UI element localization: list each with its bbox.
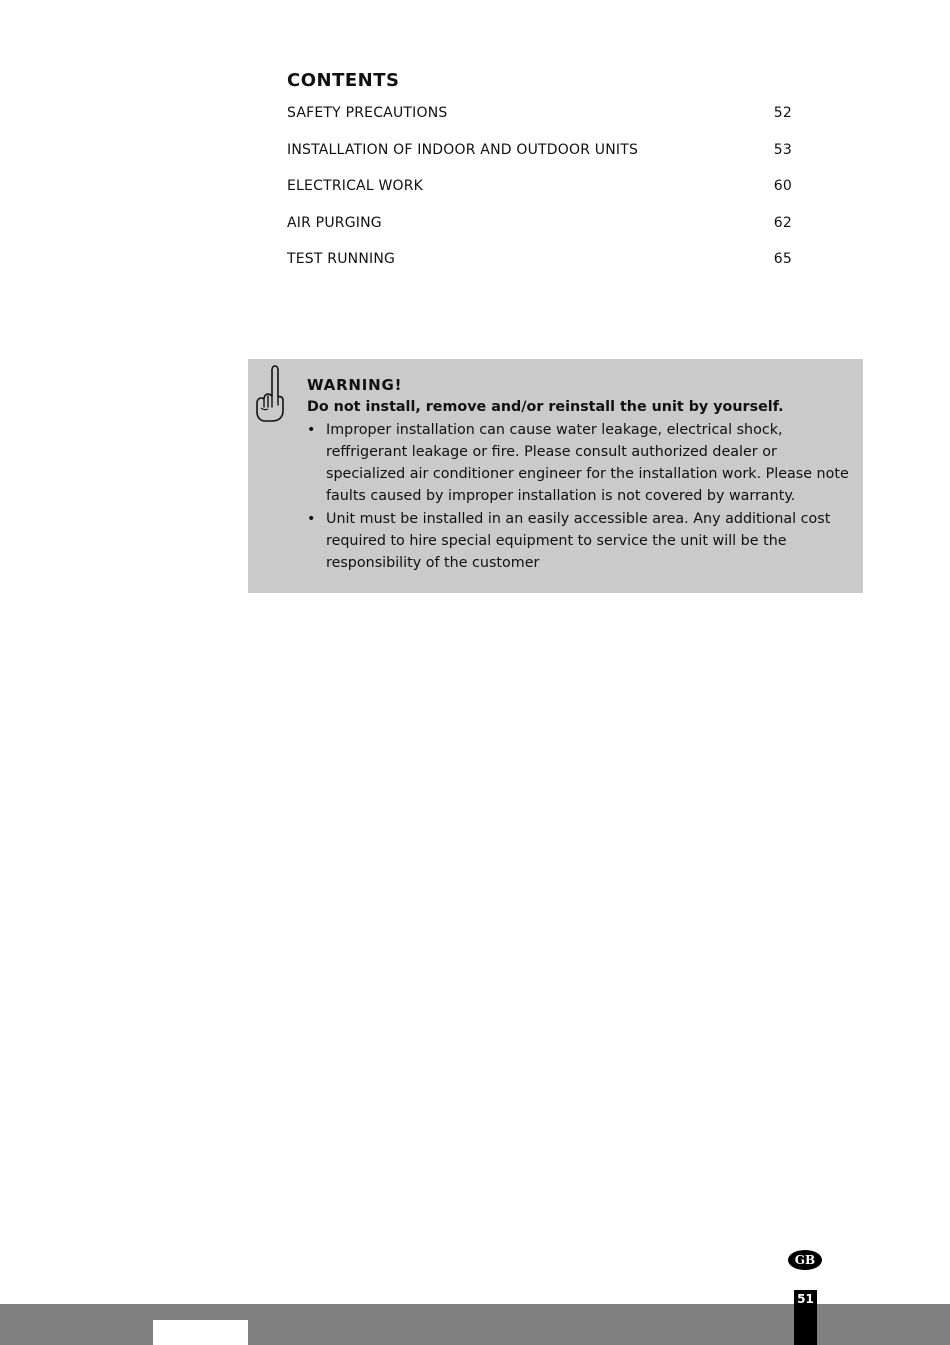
toc-entry-page: 60 [773, 178, 792, 194]
warning-list [307, 419, 857, 575]
toc-entry [287, 178, 792, 215]
contents-title: CONTENTS [287, 70, 400, 91]
country-badge: GB [788, 1250, 822, 1270]
warning-box [248, 359, 863, 593]
toc-entry-label: TEST RUNNING [287, 251, 396, 267]
toc-entry [287, 105, 792, 142]
toc-entry [287, 251, 792, 288]
warning-bullet: • Unit must be installed in an easily accessible area. Any additional cost required to hire special equipment to service the unit will be the responsibility of the customer [307, 508, 857, 575]
warning-title: WARNING! [307, 376, 403, 394]
toc-entry-page: 53 [773, 141, 792, 158]
toc-entry-page: 65 [773, 251, 792, 267]
toc-entry-page: 52 [773, 105, 792, 121]
toc-entry [287, 142, 792, 179]
toc-entry-label: ELECTRICAL WORK [287, 178, 424, 194]
warning-bullet: • Improper installation can cause water leakage, electrical shock, reffrigerant leakage or fire. Please consult authorized dealer or specialized air conditioner engineer for the installation work. Please note faults caused by improper installation is not covered by warranty. [307, 419, 857, 508]
pointing-hand-icon [253, 363, 289, 423]
warning-text [307, 374, 857, 575]
toc-entry-page: 62 [773, 214, 792, 231]
toc-entry-label: SAFETY PRECAUTIONS [287, 105, 448, 121]
warning-subtitle: Do not install, remove and/or reinstall the unit by yourself. [307, 399, 784, 416]
toc-entry-label: AIR PURGING [287, 214, 382, 231]
toc-entry [287, 215, 792, 252]
toc-entry-label: INSTALLATION OF INDOOR AND OUTDOOR UNITS [287, 141, 639, 158]
page-number: 51 [797, 1292, 814, 1306]
footer-white-block [153, 1320, 248, 1345]
contents-section [287, 70, 792, 288]
